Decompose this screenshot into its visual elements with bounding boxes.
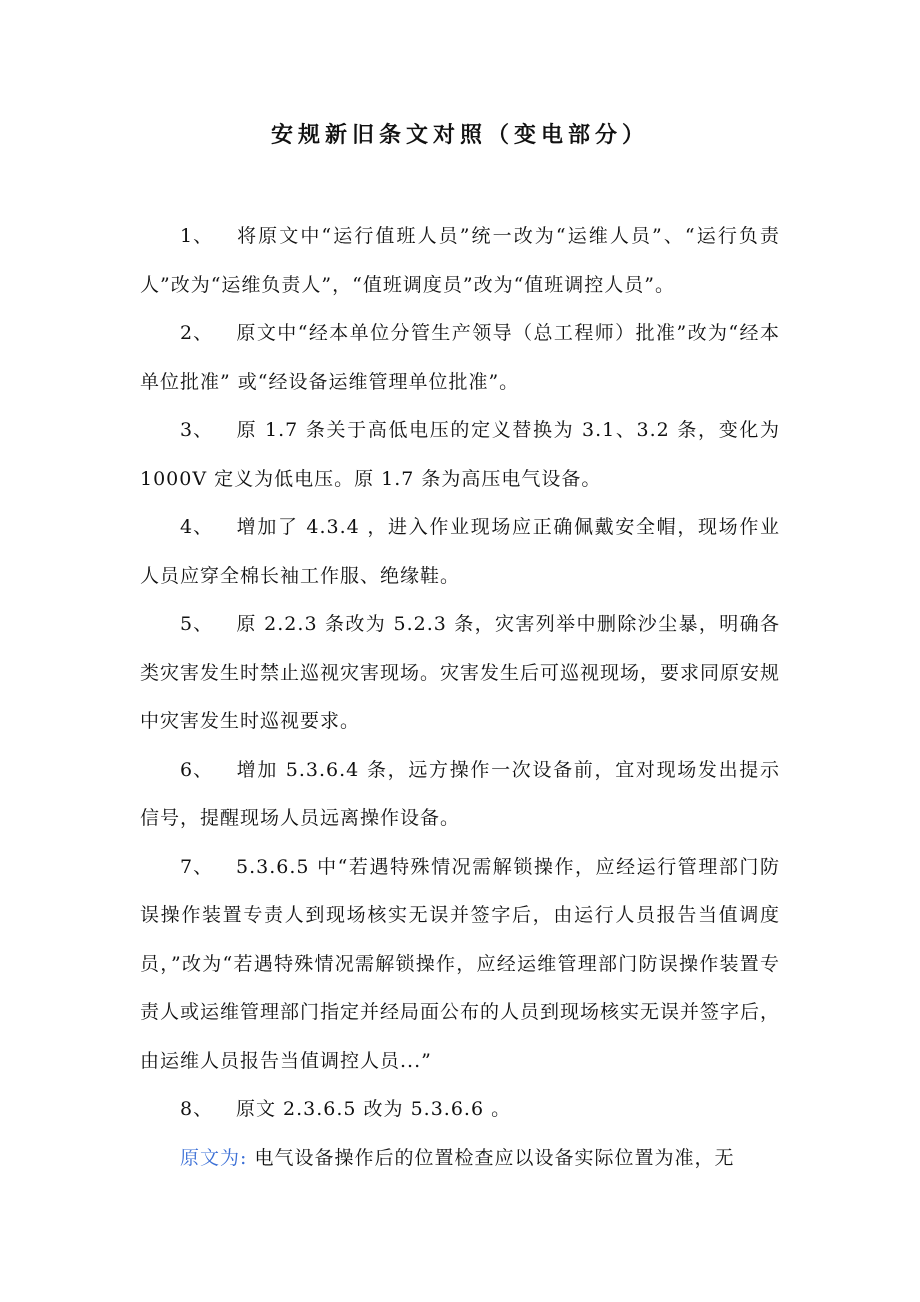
list-item <box>140 843 780 1086</box>
item-text: 增加了 4.3.4 ，进入作业现场应正确佩戴安全帽，现场作业人员应穿全棉长袖工作服、绝缘鞋。 <box>140 516 780 587</box>
list-item <box>140 309 780 406</box>
original-text-content: 电气设备操作后的位置检查应以设备实际位置为准，无 <box>247 1146 735 1169</box>
item-number: 1、 <box>180 225 214 247</box>
list-item <box>140 212 780 309</box>
item-text: 将原文中“运行值班人员”统一改为“运维人员”、“运行负责人”改为“运维负责人”，“值班调度员”改为“值班调控人员”。 <box>140 225 780 296</box>
item-text: 原文 2.3.6.5 改为 5.3.6.6 。 <box>236 1098 512 1120</box>
page-title: 安规新旧条文对照（变电部分） <box>270 123 649 148</box>
original-text-label: 原文为: <box>180 1146 248 1169</box>
item-number: 8、 <box>180 1098 214 1120</box>
item-text: 5.3.6.5 中“若遇特殊情况需解锁操作，应经运行管理部门防误操作装置专责人到现场核实无误并签字后，由运行人员报告当值调度员，”改为“若遇特殊情况需解锁操作，应经运维管理部门防误操作装置专责人或运维管理部门指定并经局面公布的人员到现场核实无误并签字后，由运维人员报告当值调控人员...” <box>140 855 781 1072</box>
item-text: 增加 5.3.6.4 条，远方操作一次设备前，宜对现场发出提示信号，提醒现场人员远离操作设备。 <box>140 758 780 829</box>
list-item <box>140 406 780 503</box>
item-text: 原文中“经本单位分管生产领导（总工程师）批准”改为“经本单位批准” 或“经设备运维管理单位批准”。 <box>140 322 780 393</box>
item-number: 3、 <box>180 419 214 441</box>
original-text-paragraph <box>140 1134 780 1183</box>
item-text: 原 2.2.3 条改为 5.2.3 条，灾害列举中删除沙尘暴，明确各类灾害发生时禁止巡视灾害现场。灾害发生后可巡视现场，要求同原安规中灾害发生时巡视要求。 <box>140 613 781 732</box>
item-number: 5、 <box>180 613 214 635</box>
item-number: 6、 <box>180 758 214 781</box>
item-number: 7、 <box>180 855 214 878</box>
item-number: 4、 <box>180 516 214 538</box>
document-body <box>140 212 780 1182</box>
list-item <box>140 503 780 600</box>
item-text: 原 1.7 条关于高低电压的定义替换为 3.1、3.2 条，变化为 1000V 定义为低电压。原 1.7 条为高压电气设备。 <box>140 419 780 490</box>
item-number: 2、 <box>180 322 214 344</box>
list-item <box>140 746 780 843</box>
list-item <box>140 1085 780 1134</box>
list-item <box>140 600 780 746</box>
